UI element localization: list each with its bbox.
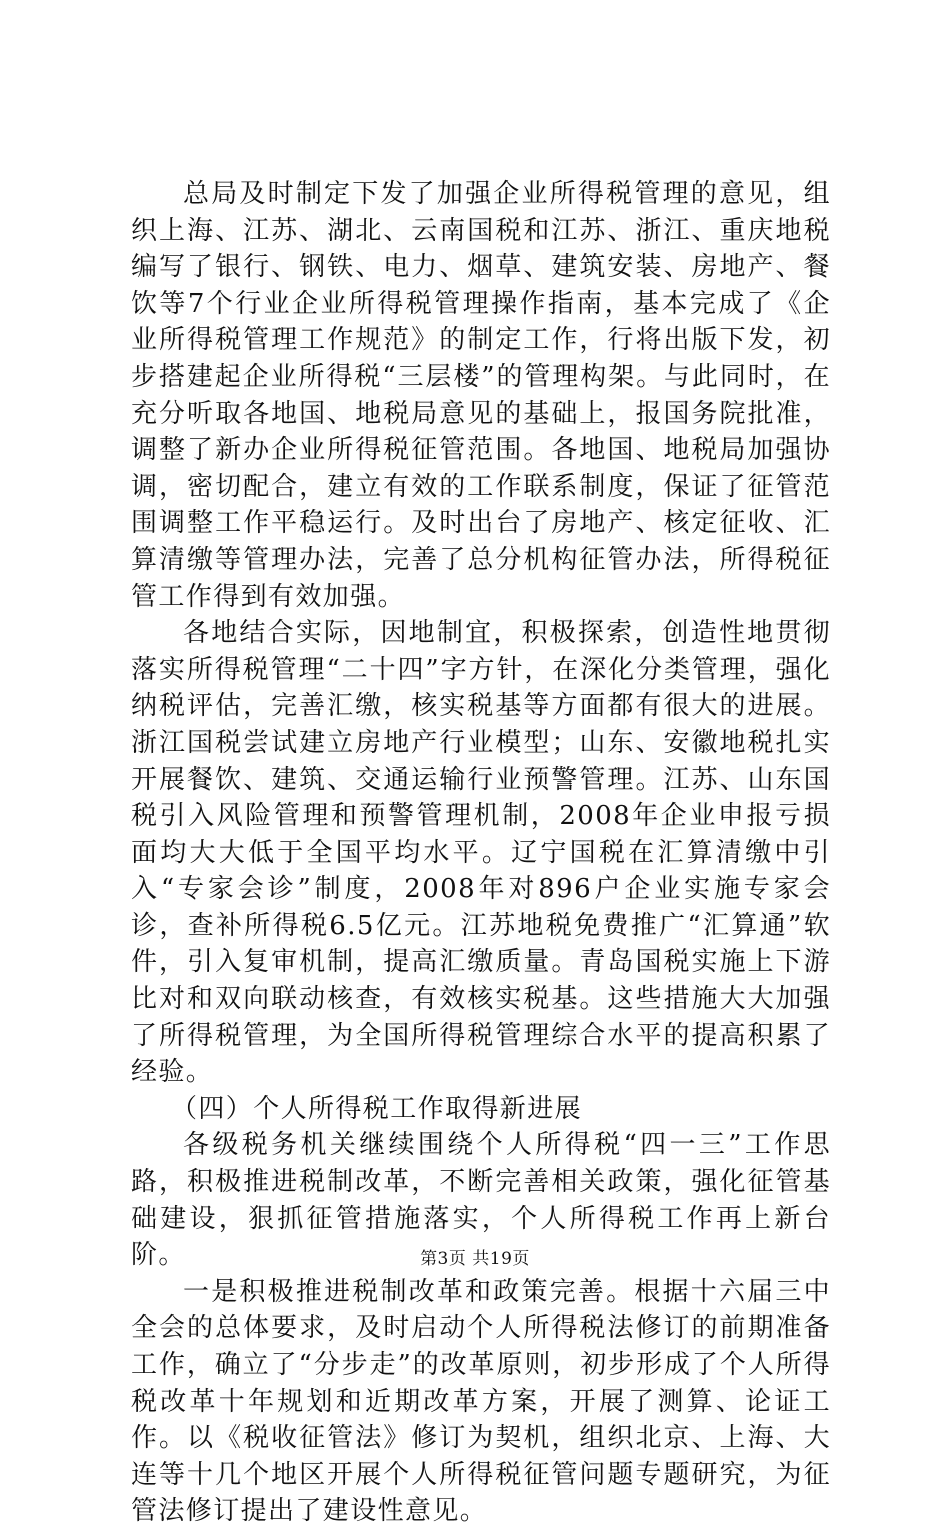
paragraph-local-practices: 各地结合实际，因地制宜，积极探索，创造性地贯彻落实所得税管理“二十四”字方针，在深化分类管理，强化纳税评估，完善汇缴，核实税基等方面都有很大的进展。浙江国税尝试建立房地产行业模型；山东、安徽地税扎实开展餐饮、建筑、交通运输行业预警管理。江苏、山东国税引入风险管理和预警管理机制，2008年企业申报亏损面均大大低于全国平均水平。辽宁国税在汇算清缴中引入“专家会诊”制度，2008年对896户企业实施专家会诊，查补所得税6.5亿元。江苏地税免费推广“汇算通”软件，引入复审机制，提高汇缴质量。青岛国税实施上下游比对和双向联动核查，有效核实税基。这些措施大大加强了所得税管理，为全国所得税管理综合水平的提高积累了经验。 [131, 618, 831, 1088]
page-number-footer: 第3页 共19页 [420, 1249, 530, 1269]
section-heading-individual-tax: （四）个人所得税工作取得新进展 [171, 1093, 583, 1124]
paragraph-individual-tax-overview: 各级税务机关继续围绕个人所得税“四一三”工作思路，积极推进税制改革，不断完善相关政策，强化征管基础建设，狠抓征管措施落实，个人所得税工作再上新台阶。 [131, 1130, 831, 1271]
paragraph-enterprise-tax-guidance: 总局及时制定下发了加强企业所得税管理的意见，组织上海、江苏、湖北、云南国税和江苏、浙江、重庆地税编写了银行、钢铁、电力、烟草、建筑安装、房地产、餐饮等7个行业企业所得税管理操作指南，基本完成了《企业所得税管理工作规范》的制定工作，行将出版下发，初步搭建起企业所得税“三层楼”的管理构架。与此同时，在充分听取各地国、地税局意见的基础上，报国务院批准，调整了新办企业所得税征管范围。各地国、地税局加强协调，密切配合，建立有效的工作联系制度，保证了征管范围调整工作平稳运行。及时出台了房地产、核定征收、汇算清缴等管理办法，完善了总分机构征管办法，所得税征管工作得到有效加强。 [131, 179, 831, 612]
paragraph-tax-reform: 一是积极推进税制改革和政策完善。根据十六届三中全会的总体要求，及时启动个人所得税法修订的前期准备工作，确立了“分步走”的改革原则，初步形成了个人所得税改革十年规划和近期改革方案，开展了测算、论证工作。以《税收征管法》修订为契机，组织北京、上海、大连等十几个地区开展个人所得税征管问题专题研究，为征管法修订提出了建设性意见。 [131, 1276, 831, 1527]
document-body [131, 176, 831, 1530]
